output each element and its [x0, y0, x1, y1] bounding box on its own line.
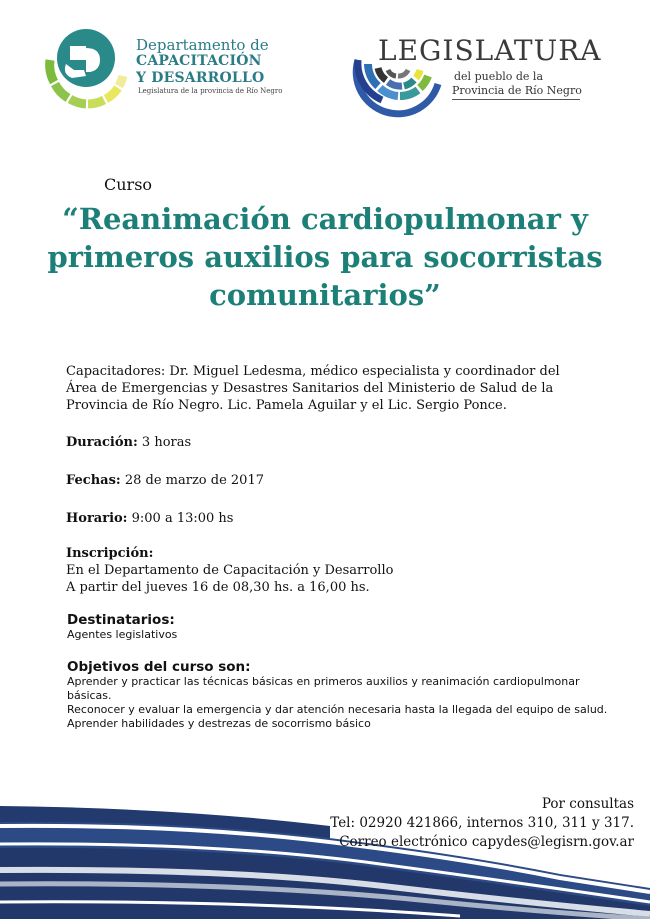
schedule-value: 9:00 a 13:00 hs: [127, 511, 234, 526]
schedule-label: Horario:: [66, 511, 128, 526]
department-subtitle: Legislatura de la provincia de Río Negro: [138, 87, 283, 95]
department-emblem-icon: [40, 24, 132, 110]
duration-label: Duración:: [66, 435, 138, 450]
legislature-subtitle-line1: del pueblo de la: [454, 70, 544, 83]
duration-line: [66, 434, 191, 451]
department-name-line2: CAPACITACIÓN: [136, 53, 262, 69]
objective-item: Aprender y practicar las técnicas básicas en primeros auxilios y reanimación cardiopulmonar básicas.: [67, 675, 580, 702]
dates-line: [66, 472, 264, 489]
registration-label: Inscripción:: [66, 546, 154, 561]
department-name-line3: Y DESARROLLO: [136, 70, 265, 86]
objectives-label: Objetivos del curso son:: [67, 659, 251, 675]
contact-heading: Por consultas: [541, 796, 634, 812]
contact-phone: Tel: 02920 421866, internos 310, 311 y 317.: [330, 815, 634, 831]
department-name-line1: Departamento de: [136, 36, 269, 54]
contact-email[interactable]: Correo electrónico capydes@legisrn.gov.ar: [339, 834, 634, 850]
department-logo: [40, 24, 285, 110]
audience-label: Destinatarios:: [67, 612, 175, 628]
dates-label: Fechas:: [66, 473, 121, 488]
course-title: “Reanimación cardiopulmonar y primeros auxilios para socorristas comunitarios”: [47, 202, 603, 312]
objectives-block: [67, 659, 612, 731]
trainers-paragraph: Capacitadores: Dr. Miguel Ledesma, médico especialista y coordinador del Área de Emergencias y Desastres Sanitarios del Ministerio de Salud de la Provincia de Río Negro. Lic. Pamela Aguilar y el Lic. Sergio Ponce.: [66, 364, 560, 413]
legislature-logo: [352, 34, 602, 120]
contact-block: [330, 795, 634, 852]
registration-line2: A partir del jueves 16 de 08,30 hs. a 16,00 hs.: [66, 580, 370, 595]
legislature-subtitle-line2: Provincia de Río Negro: [452, 84, 582, 97]
course-label: Curso: [104, 175, 153, 194]
objective-item: Aprender habilidades y destrezas de socorrismo básico: [67, 717, 371, 730]
registration-line1: En el Departamento de Capacitación y Desarrollo: [66, 563, 394, 578]
audience-value: Agentes legislativos: [67, 628, 178, 641]
legislature-title: LEGISLATURA: [378, 34, 602, 67]
schedule-line: [66, 510, 233, 527]
objective-item: Reconocer y evaluar la emergencia y dar atención necesaria hasta la llegada del equipo de salud.: [67, 703, 608, 716]
audience-block: [67, 612, 177, 642]
registration-block: [66, 545, 586, 596]
dates-value: 28 de marzo de 2017: [120, 473, 264, 488]
legislature-underline: [452, 99, 580, 100]
duration-value: 3 horas: [137, 435, 192, 450]
